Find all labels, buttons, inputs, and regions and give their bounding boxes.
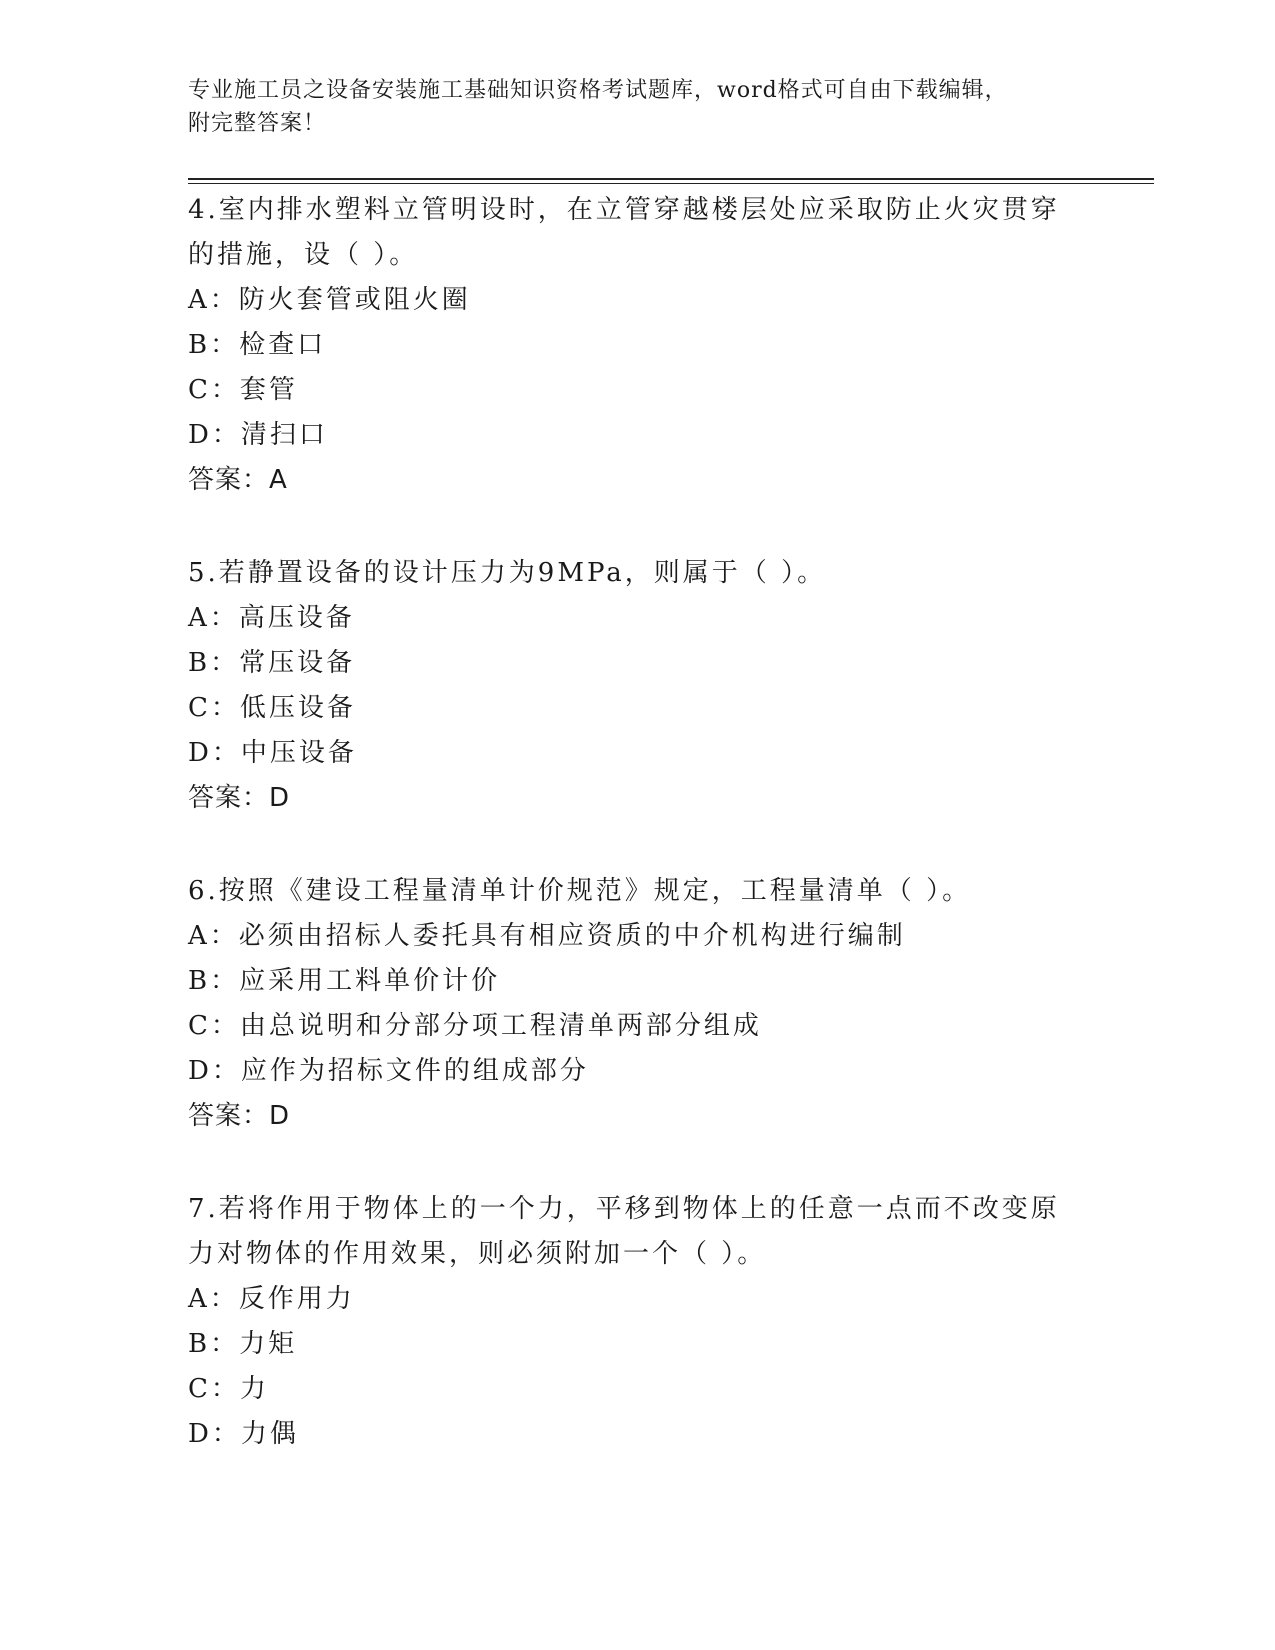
question-list <box>188 188 1088 1505</box>
header-divider-thin <box>188 183 1154 184</box>
question-stem-line: 4.室内排水塑料立管明设时，在立管穿越楼层处应采取防止火灾贯穿 <box>188 195 1060 225</box>
question-7 <box>188 1187 1088 1457</box>
option-d: D：应作为招标文件的组成部分 <box>188 1056 589 1086</box>
option-a: A：防火套管或阻火圈 <box>188 285 471 315</box>
question-4 <box>188 188 1088 503</box>
question-stem-line: 的措施，设（ ）。 <box>188 240 419 270</box>
header-line-1: 专业施工员之设备安装施工基础知识资格考试题库，word格式可自由下载编辑， <box>188 78 1008 103</box>
option-c: C：低压设备 <box>188 693 356 723</box>
question-stem-line: 7.若将作用于物体上的一个力，平移到物体上的任意一点而不改变原 <box>188 1194 1060 1224</box>
document-header <box>188 74 1068 140</box>
question-stem-line: 力对物体的作用效果，则必须附加一个（ ）。 <box>188 1239 767 1269</box>
question-stem-line: 6.按照《建设工程量清单计价规范》规定，工程量清单（ ）。 <box>188 876 972 906</box>
option-c: C：由总说明和分部分项工程清单两部分组成 <box>188 1011 762 1041</box>
option-b: B：力矩 <box>188 1329 298 1359</box>
option-d: D：清扫口 <box>188 420 328 450</box>
question-6 <box>188 869 1088 1139</box>
option-c: C：套管 <box>188 375 298 405</box>
question-stem-line: 5.若静置设备的设计压力为9MPa，则属于（ ）。 <box>188 558 827 588</box>
header-line-2: 附完整答案！ <box>188 111 327 136</box>
option-d: D：中压设备 <box>188 738 357 768</box>
option-c: C：力 <box>188 1374 269 1404</box>
option-a: A：必须由招标人委托具有相应资质的中介机构进行编制 <box>188 921 906 951</box>
option-a: A：高压设备 <box>188 603 355 633</box>
option-d: D：力偶 <box>188 1419 299 1449</box>
question-5 <box>188 551 1088 821</box>
option-b: B：常压设备 <box>188 648 356 678</box>
option-a: A：反作用力 <box>188 1284 355 1314</box>
answer-line: 答案：D <box>188 783 291 813</box>
option-b: B：检查口 <box>188 330 327 360</box>
answer-line: 答案：D <box>188 1101 291 1131</box>
option-b: B：应采用工料单价计价 <box>188 966 501 996</box>
header-divider-thick <box>188 178 1154 180</box>
answer-line: 答案：A <box>188 465 288 495</box>
